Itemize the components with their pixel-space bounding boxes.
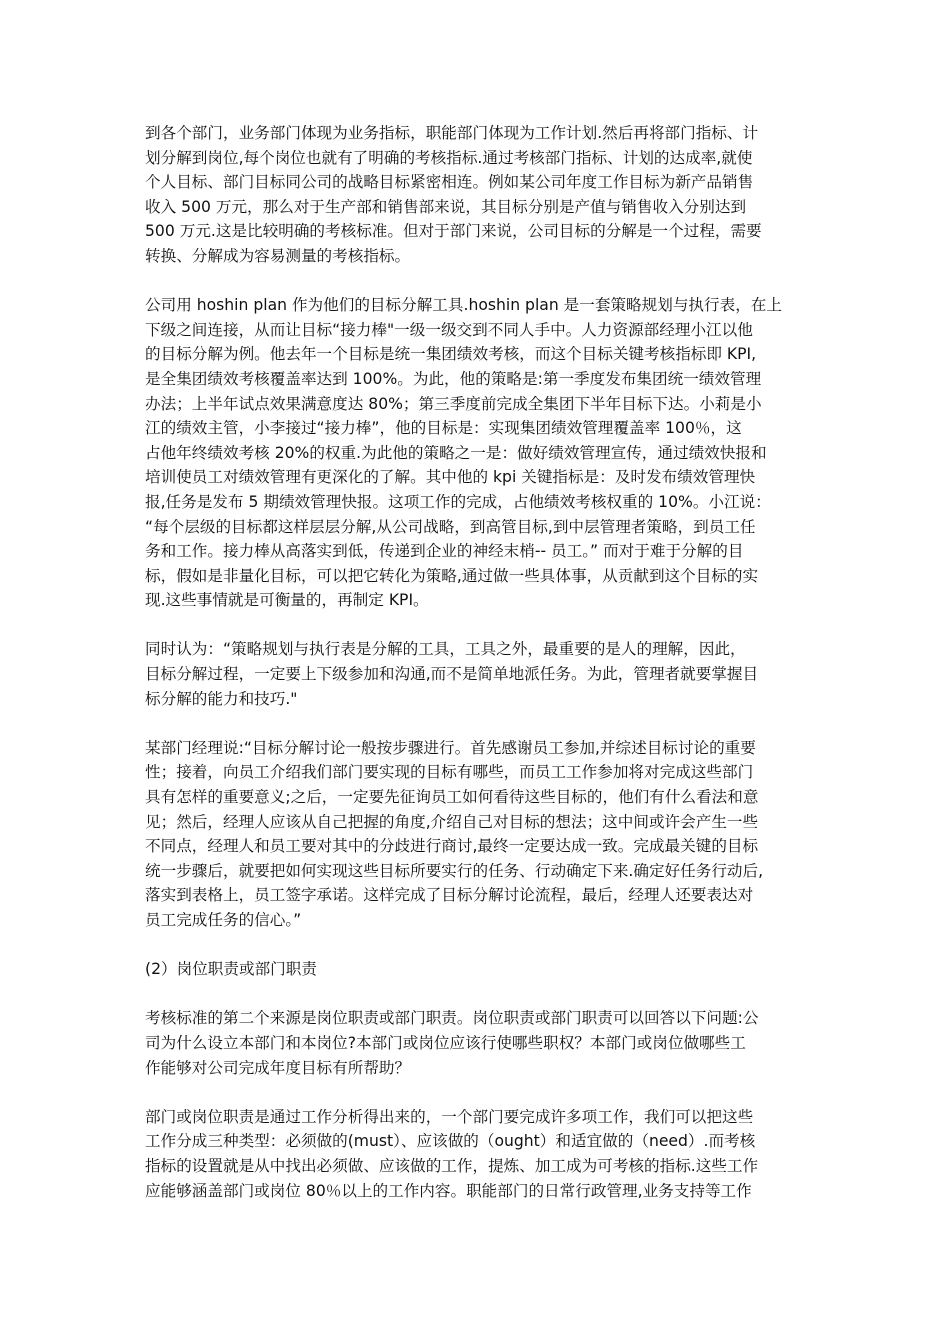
text-line: 占他年终绩效考核 20%的权重.为此他的策略之一是：做好绩效管理宣传，通过绩效快报和 bbox=[145, 443, 767, 462]
text-line: 不同点，经理人和员工要对其中的分歧进行商讨,最终一定要达成一致。完成最关键的目标 bbox=[145, 837, 759, 856]
text-line: 具有怎样的重要意义;之后，一定要先征询员工如何看待这些目标的，他们有什么看法和意 bbox=[145, 788, 759, 807]
text-line: 员工完成任务的信心。” bbox=[145, 911, 302, 929]
document-body bbox=[145, 121, 815, 1228]
text-line: 作能够对公司完成年度目标有所帮助？ bbox=[145, 1058, 411, 1077]
text-line: 司为什么设立本部门和本岗位?本部门或岗位应该行使哪些职权？本部门或岗位做哪些工 bbox=[145, 1033, 746, 1052]
text-line: 转换、分解成为容易测量的考核指标。 bbox=[145, 246, 411, 265]
paragraph-strategy-tool bbox=[145, 637, 815, 711]
text-line: 划分解到岗位,每个岗位也就有了明确的考核指标.通过考核部门指标、计划的达成率,就使 bbox=[145, 148, 753, 167]
text-line: 部门或岗位职责是通过工作分析得出来的，一个部门要完成许多项工作，我们可以把这些 bbox=[145, 1107, 754, 1126]
text-line: 的目标分解为例。他去年一个目标是统一集团绩效考核，而这个目标关键考核指标即 KPI, bbox=[145, 345, 757, 364]
text-line: 办法；上半年试点效果满意度达 80%；第三季度前完成全集团下半年目标下达。小莉是小 bbox=[145, 394, 762, 413]
paragraph-goal-decomposition bbox=[145, 121, 815, 269]
text-line: 标，假如是非量化目标，可以把它转化为策略,通过做一些具体事，从贡献到这个目标的实 bbox=[145, 566, 759, 585]
text-line: 到各个部门，业务部门体现为业务指标，职能部门体现为工作计划.然后再将部门指标、计 bbox=[145, 124, 759, 142]
paragraph-duty-source bbox=[145, 1006, 815, 1080]
text-line: 公司用 hoshin plan 作为他们的目标分解工具.hoshin plan 是一套策略规划与执行表，在上 bbox=[145, 296, 782, 315]
text-line: 目标分解过程，一定要上下级参加和沟通,而不是简单地派任务。为此，管理者就要掌握目 bbox=[145, 665, 759, 684]
text-line: 现.这些事情就是可衡量的，再制定 KPI。 bbox=[145, 591, 429, 610]
text-line: 某部门经理说:“目标分解讨论一般按步骤进行。首先感谢员工参加,并综述目标讨论的重要 bbox=[145, 738, 756, 757]
text-line: 标分解的能力和技巧." bbox=[145, 689, 298, 708]
paragraph-manager-quote bbox=[145, 736, 815, 933]
text-line: 收入 500 万元，那么对于生产部和销售部来说，其目标分别是产值与销售收入分别达到 bbox=[145, 197, 747, 216]
text-line: 见；然后，经理人应该从自己把握的角度,介绍自己对目标的想法；这中间或许会产生一些 bbox=[145, 812, 759, 831]
text-line: 应能够涵盖部门或岗位 80％以上的工作内容。职能部门的日常行政管理,业务支持等工作 bbox=[145, 1181, 752, 1200]
text-line: 性；接着，向员工介绍我们部门要实现的目标有哪些，而员工工作参加将对完成这些部门 bbox=[145, 763, 754, 782]
section-heading bbox=[145, 957, 815, 982]
text-line: 考核标准的第二个来源是岗位职责或部门职责。岗位职责或部门职责可以回答以下问题:公 bbox=[145, 1009, 759, 1028]
text-line: 培训使员工对绩效管理有更深化的了解。其中他的 kpi 关键指标是：及时发布绩效管理快 bbox=[145, 468, 756, 487]
paragraph-hoshin-plan bbox=[145, 293, 815, 613]
text-line: 落实到表格上，员工签字承诺。这样完成了目标分解讨论流程，最后，经理人还要表达对 bbox=[145, 886, 754, 905]
text-line: 是全集团绩效考核覆盖率达到 100%。为此，他的策略是:第一季度发布集团统一绩效管理 bbox=[145, 369, 762, 388]
text-line: 报,任务是发布 5 期绩效管理快报。这项工作的完成，占他绩效考核权重的 10%。小江说： bbox=[145, 492, 771, 511]
section-heading-text: (2）岗位职责或部门职责 bbox=[145, 960, 317, 979]
text-line: 工作分成三种类型：必须做的(must）、应该做的（ought）和适宜做的（need）.而考核 bbox=[145, 1132, 756, 1151]
text-line: 个人目标、部门目标同公司的战略目标紧密相连。例如某公司年度工作目标为新产品销售 bbox=[145, 173, 754, 192]
paragraph-job-analysis bbox=[145, 1105, 815, 1203]
text-line: 500 万元.这是比较明确的考核标准。但对于部门来说，公司目标的分解是一个过程，需要 bbox=[145, 222, 762, 241]
text-line: 指标的设置就是从中找出必须做、应该做的工作，提炼、加工成为可考核的指标.这些工作 bbox=[145, 1156, 759, 1175]
text-line: 务和工作。接力棒从高落实到低，传递到企业的神经末梢-- 员工。” 而对于难于分解的目 bbox=[145, 542, 744, 561]
text-line: 下级之间连接，从而让目标“接力棒"一级一级交到不同人手中。人力资源部经理小江以他 bbox=[145, 320, 753, 339]
text-line: 江的绩效主管，小李接过“接力棒”，他的目标是：实现集团绩效管理覆盖率 100％，这 bbox=[145, 419, 742, 438]
text-line: 统一步骤后，就要把如何实现这些目标所要实行的任务、行动确定下来.确定好任务行动后, bbox=[145, 861, 764, 880]
text-line: 同时认为：“策略规划与执行表是分解的工具，工具之外，最重要的是人的理解，因此， bbox=[145, 640, 746, 659]
text-line: “每个层级的目标都这样层层分解,从公司战略，到高管目标,到中层管理者策略，到员工任 bbox=[145, 517, 756, 536]
